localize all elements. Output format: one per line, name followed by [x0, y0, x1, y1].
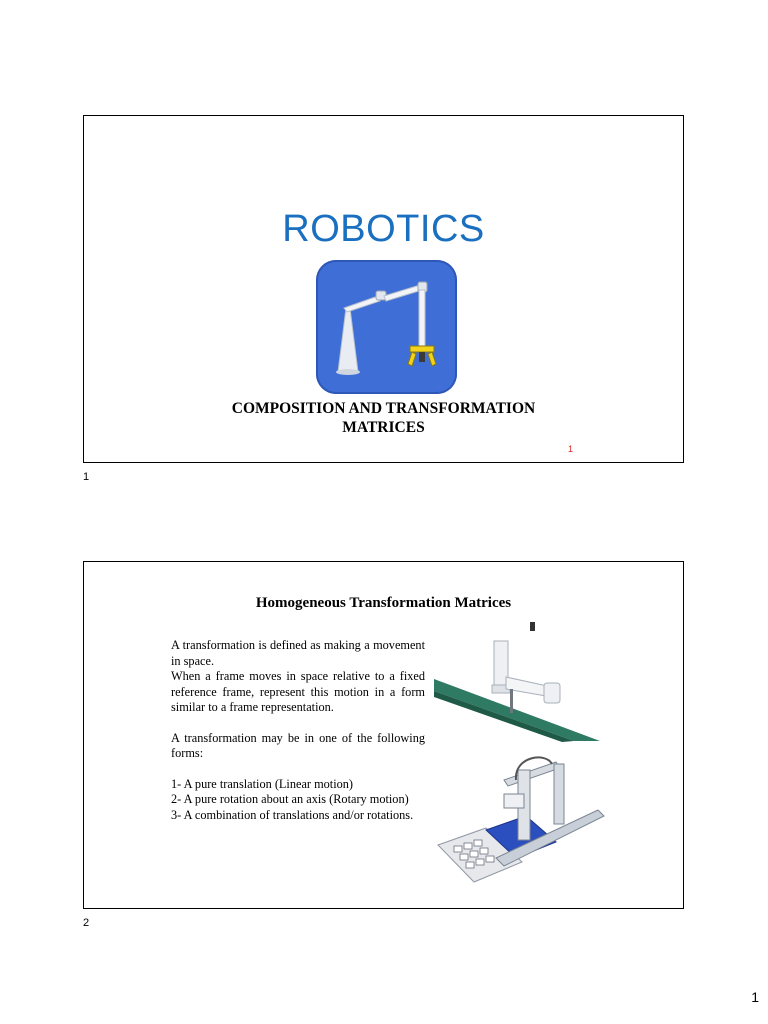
subtitle-line-2: MATRICES: [342, 419, 425, 436]
gantry-robot-icon: [426, 750, 608, 898]
list-item: 2- A pure rotation about an axis (Rotary motion): [171, 792, 409, 806]
paragraph: When a frame moves in space relative to a fixed reference frame, represent this motion in a form similar to a frame representation.: [171, 669, 425, 714]
subtitle-line-1: COMPOSITION AND TRANSFORMATION: [231, 400, 536, 417]
slide-title: Homogeneous Transformation Matrices: [255, 595, 512, 611]
gantry-robot-image: [426, 750, 608, 898]
slide-body: [171, 638, 425, 823]
slide-number: 1: [568, 444, 574, 454]
slide-label-2: 2: [83, 917, 90, 929]
robotic-arm-image: [316, 260, 457, 394]
forms-list: [171, 777, 425, 824]
page-number: 1: [751, 989, 759, 1005]
scara-robot-icon: [434, 619, 600, 742]
list-item: 1- A pure translation (Linear motion): [171, 776, 354, 791]
slide-subtitle: [84, 399, 683, 437]
slide-title: ROBOTICS: [282, 208, 485, 250]
scara-robot-image: [434, 619, 600, 742]
list-item: 3- A combination of translations and/or rotations.: [171, 807, 414, 822]
slide-label-1: 1: [83, 471, 90, 483]
slide-2: [83, 561, 684, 909]
paragraph: A transformation may be in one of the following forms:: [171, 730, 425, 760]
slide-1: [83, 115, 684, 463]
robotic-arm-icon: [316, 260, 457, 394]
paragraph: A transformation is defined as making a movement in space.: [171, 638, 425, 668]
